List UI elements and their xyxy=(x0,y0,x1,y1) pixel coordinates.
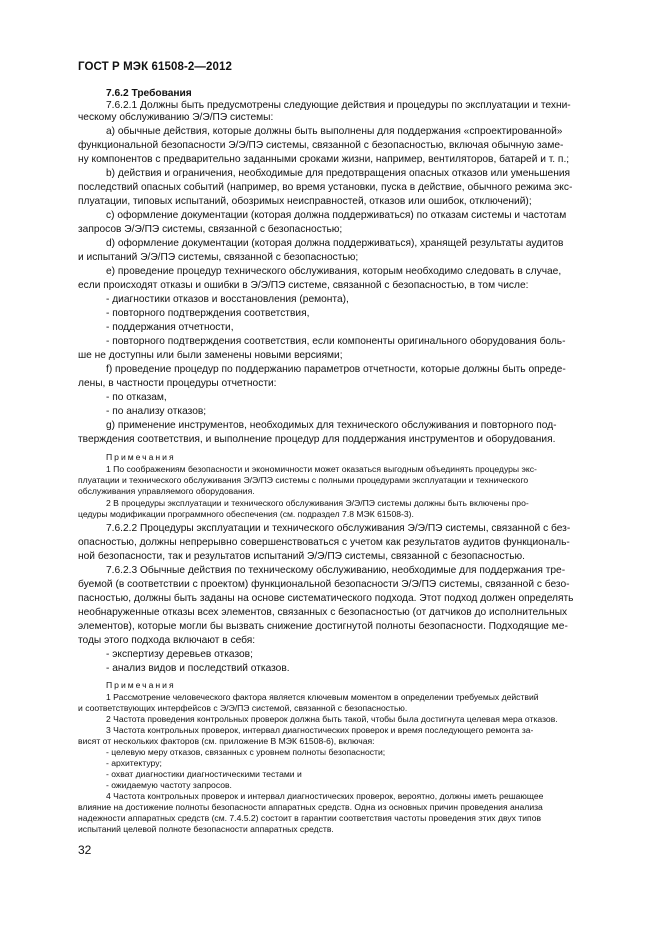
note-line: 3 Частота контрольных проверок, интервал диагностических проверок и время последующего ремонта за- xyxy=(106,725,534,735)
body-line: а) обычные действия, которые должны быть выполнены для поддержания «спроектированной» xyxy=(106,126,563,137)
body-line: ческому обслуживанию Э/Э/ПЭ системы: xyxy=(78,112,274,123)
note-line: - охват диагностики диагностическими тестами и xyxy=(106,769,302,779)
body-line: последствий опасных событий (например, во время установки, пуска в действие, обычного режима экс- xyxy=(78,182,573,193)
note-line: - архитектуру; xyxy=(106,758,162,768)
body-line: ше не доступны или были заменены новыми версиями; xyxy=(78,350,343,361)
note-line: плуатации и технического обслуживания Э/Э/ПЭ системы с полными процедурами эксплуатации и технического xyxy=(78,475,529,485)
body-line: лены, в частности процедуры отчетности: xyxy=(78,378,277,389)
document-header: ГОСТ Р МЭК 61508-2—2012 xyxy=(78,61,232,73)
body-line: - анализ видов и последствий отказов. xyxy=(106,663,290,674)
body-line: 7.6.2.2 Процедуры эксплуатации и технического обслуживания Э/Э/ПЭ системы, связанной с без- xyxy=(106,523,571,534)
body-line: элементов), которые могли бы вызвать снижение достигнутой полноты безопасности. Подходящие ме- xyxy=(78,621,568,632)
note-line: - ожидаемую частоту запросов. xyxy=(106,780,232,790)
body-line: d) оформление документации (которая должна поддерживаться), хранящей результаты аудитов xyxy=(106,238,564,249)
body-line: - повторного подтверждения соответствия, xyxy=(106,308,310,319)
body-line: функциональной безопасности Э/Э/ПЭ системы, связанной с безопасностью, включая обычную заме- xyxy=(78,140,564,151)
body-line: - поддержания отчетности, xyxy=(106,322,234,333)
note-line: цедуры модификации программного обеспечения (см. подраздел 7.8 МЭК 61508-3). xyxy=(78,509,414,519)
body-line: - диагностики отказов и восстановления (ремонта), xyxy=(106,294,349,305)
body-line: - по анализу отказов; xyxy=(106,406,207,417)
note-line: надежности аппаратных средств (см. 7.4.5.2) состоит в гарантии соответствия частоты проведения этих двух типов xyxy=(78,813,542,823)
note-line: 2 В процедуры эксплуатации и технического обслуживания Э/Э/ПЭ системы должны быть включены про- xyxy=(106,498,529,508)
note-line: 2 Частота проведения контрольных проверок должна быть такой, чтобы была достигнута целевая мера отказов. xyxy=(106,714,558,724)
note-line: 1 Рассмотрение человеческого фактора является ключевым моментом в определении требуемых действий xyxy=(106,692,539,702)
note-line: обслуживания управляемого оборудования. xyxy=(78,486,255,496)
body-line: е) проведение процедур технического обслуживания, которым необходимо следовать в случае, xyxy=(106,266,562,277)
body-line: ной безопасности, так и результатов испытаний Э/Э/ПЭ системы, связанной с безопасностью. xyxy=(78,551,525,562)
body-line: тверждения соответствия, и выполнение процедур для поддержания инструментов и оборудования. xyxy=(78,434,556,445)
body-line: g) применение инструментов, необходимых для технического обслуживания и повторного под- xyxy=(106,420,557,431)
section-title: 7.6.2 Требования xyxy=(106,88,192,99)
page-number: 32 xyxy=(78,843,92,857)
note-line: 1 По соображениям безопасности и экономичности может оказаться выгодным объединять процедуры экс- xyxy=(106,464,537,474)
body-line: 7.6.2.3 Обычные действия по техническому обслуживанию, необходимые для поддержания тре- xyxy=(106,565,566,576)
body-line: тоды этого подхода включают в себя: xyxy=(78,635,256,646)
body-line: и испытаний Э/Э/ПЭ системы, связанной с безопасностью; xyxy=(78,252,359,263)
body-line: плуатации, типовых испытаний, обозримых неисправностей, отказов или ошибок, отключений); xyxy=(78,196,532,207)
body-line: пасностью, должны быть заданы на основе систематического подхода. Этот подход должен определять xyxy=(78,593,574,604)
notes-heading: Примечания xyxy=(106,680,176,690)
body-line: опасностью, должны непрерывно совершенствоваться с учетом как результатов аудитов функциональ- xyxy=(78,537,570,548)
note-line: испытаний целевой полноте безопасности аппаратных средств. xyxy=(78,824,334,834)
note-line: висят от нескольких факторов (см. приложение В МЭК 61508-6), включая: xyxy=(78,736,375,746)
note-line: - целевую меру отказов, связанных с уровнем полноты безопасности; xyxy=(106,747,386,757)
body-line: с) оформление документации (которая должна поддерживаться) по отказам системы и частотам xyxy=(106,210,567,221)
body-line: - экспертизу деревьев отказов; xyxy=(106,649,253,660)
note-line: 4 Частота контрольных проверок и интервал диагностических проверок, вероятно, должны иметь решающее xyxy=(106,791,544,801)
body-line: f) проведение процедур по поддержанию параметров отчетности, которые должны быть опреде- xyxy=(106,364,566,375)
body-line: буемой (в соответствии с проектом) функциональной безопасности Э/Э/ПЭ системы, связанной с безо- xyxy=(78,579,570,590)
body-line: запросов Э/Э/ПЭ системы, связанной с безопасностью; xyxy=(78,224,343,235)
note-line: влияние на достижение полноты безопасности аппаратных средств. Одна из основных причин проведения анализа xyxy=(78,802,543,812)
body-line: необнаруженные отказы всех элементов, связанных с безопасностью (от датчиков до исполнительных xyxy=(78,607,568,618)
body-line: b) действия и ограничения, необходимые для предотвращения опасных отказов или уменьшения xyxy=(106,168,571,179)
body-line: - по отказам, xyxy=(106,392,167,403)
body-line: ну компонентов с предварительно заданными сроками жизни, например, вентиляторов, батарей и т. п.; xyxy=(78,154,570,165)
body-line: - повторного подтверждения соответствия, если компоненты оригинального оборудования боль- xyxy=(106,336,566,347)
note-line: и соответствующих интерфейсов с Э/Э/ПЭ системой, связанной с безопасностью. xyxy=(78,703,408,713)
notes-heading: Примечания xyxy=(106,452,176,462)
body-line: 7.6.2.1 Должны быть предусмотрены следующие действия и процедуры по эксплуатации и техни- xyxy=(106,100,571,111)
body-line: если происходят отказы и ошибки в Э/Э/ПЭ системе, связанной с безопасностью, в том числе: xyxy=(78,280,529,291)
